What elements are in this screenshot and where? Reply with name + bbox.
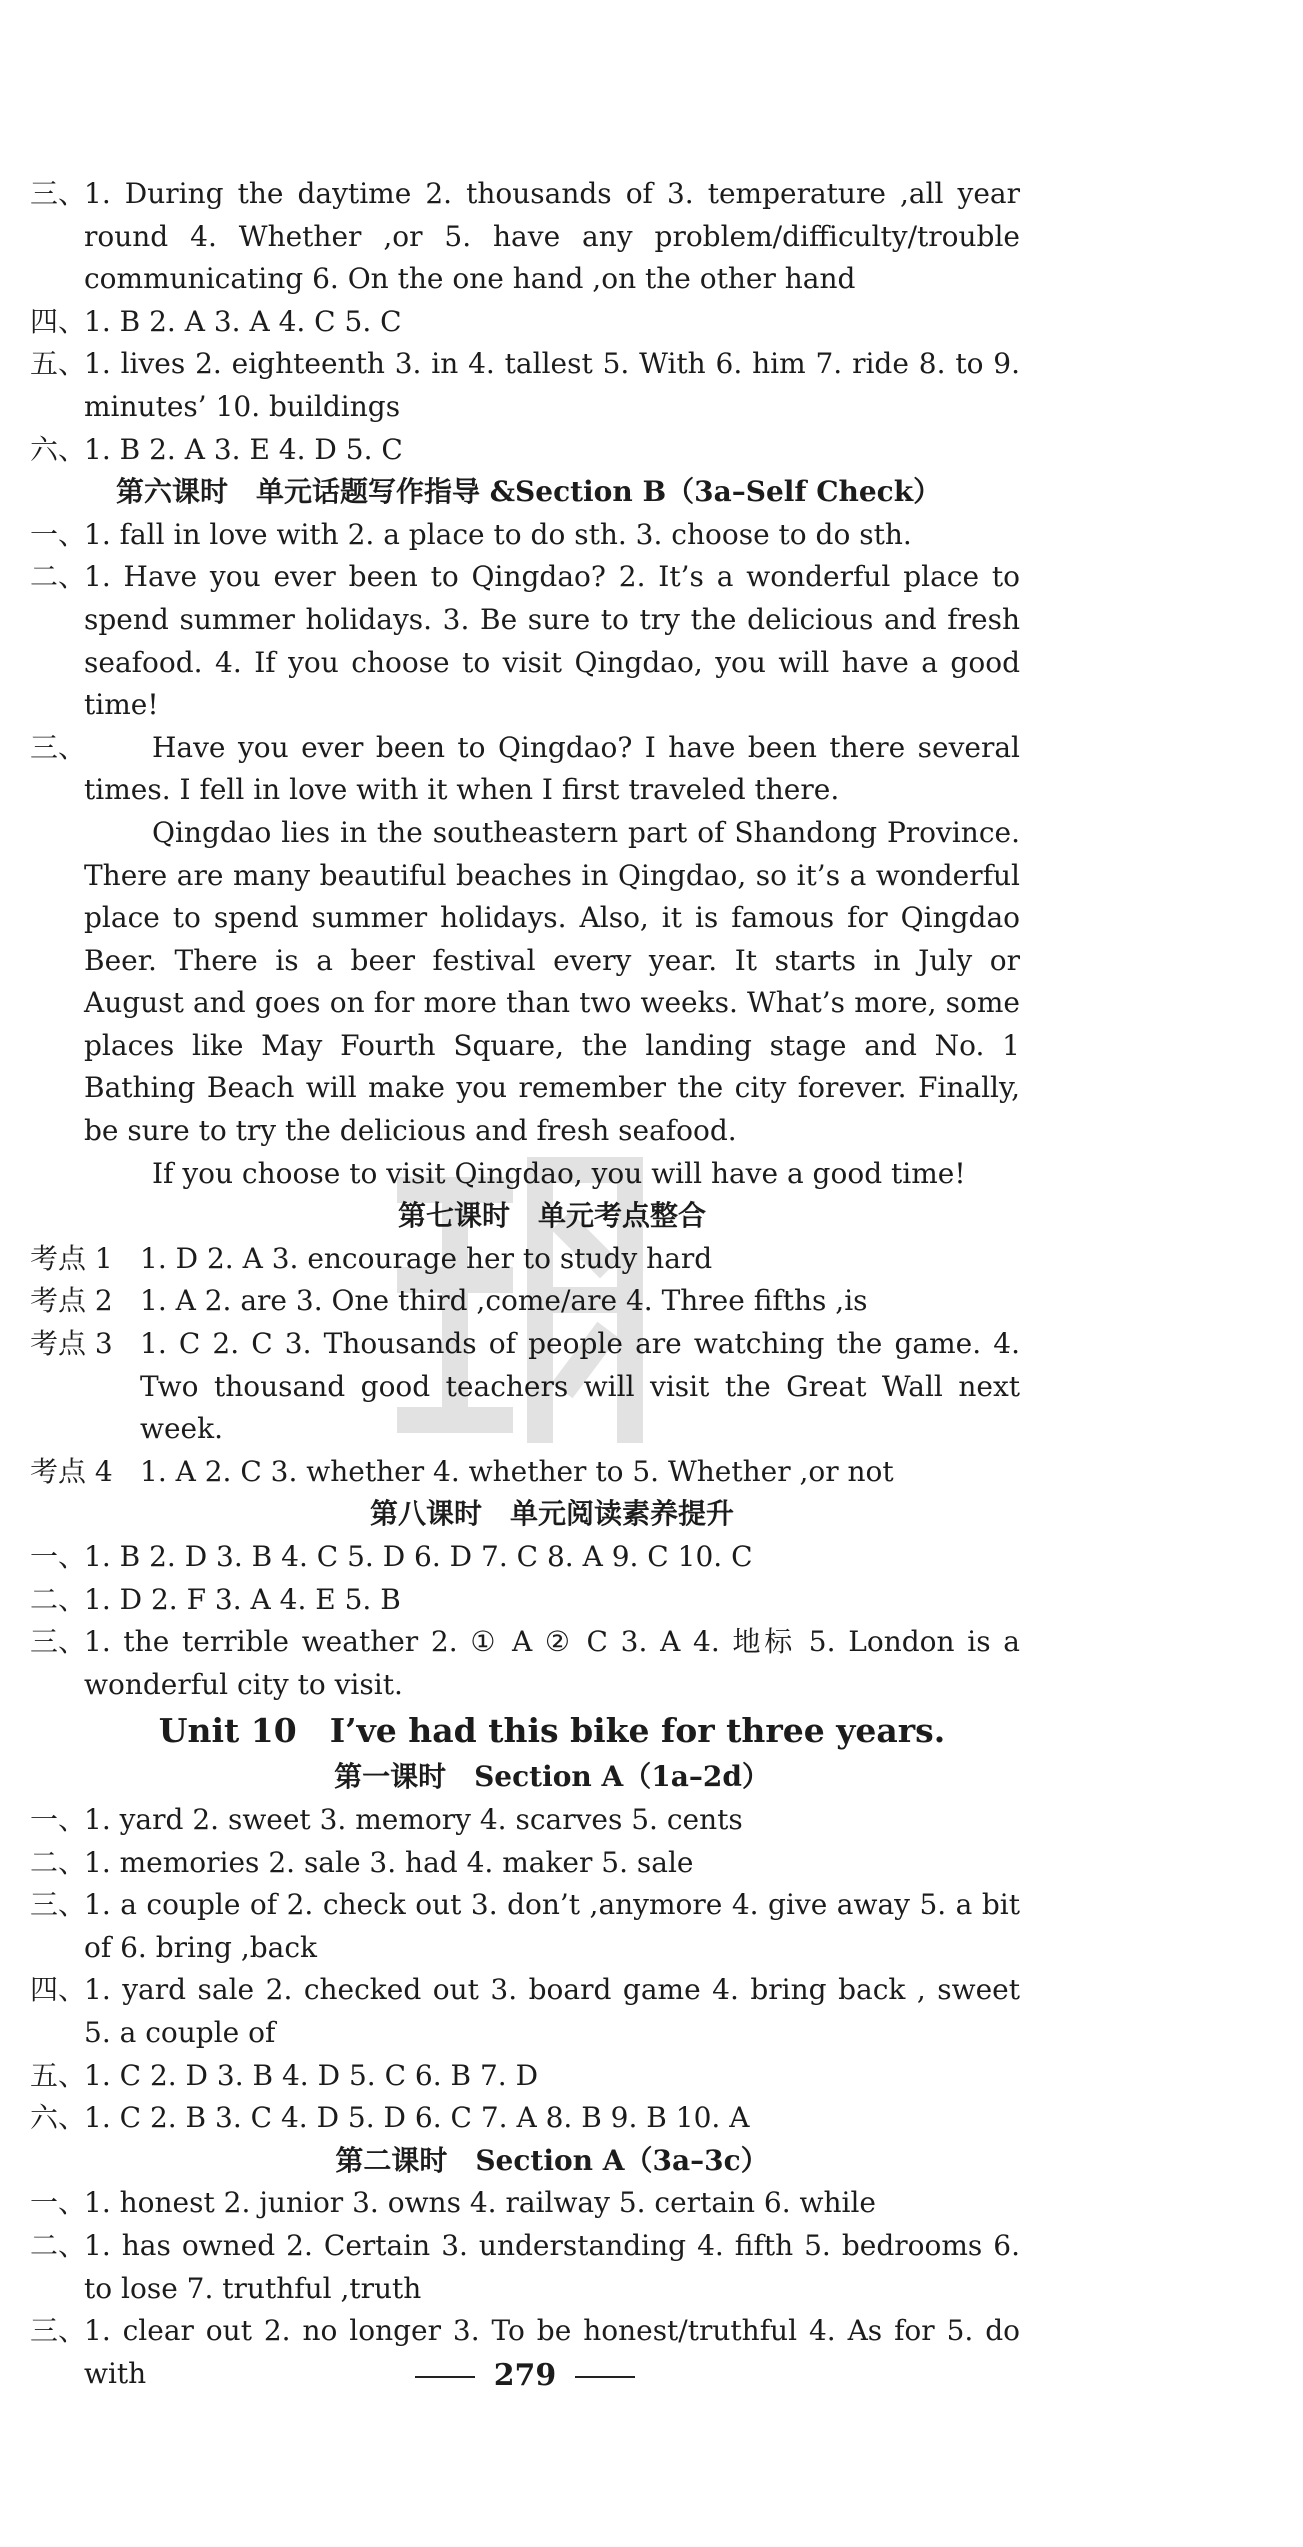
unit10-lesson1-section4	[30, 1969, 1020, 2054]
section-answers: 1. a couple of 2. check out 3. don’t ,anymore 4. give away 5. a bit of 6. bring ,back	[84, 1888, 1020, 1964]
section-answers: 1. During the daytime 2. thousands of 3. temperature ,all year round 4. Whether ,or 5. have any problem/difficulty/trouble communicating 6. On the one hand ,on the other hand	[84, 177, 1020, 296]
unit10-title: Unit 10 I’ve had this bike for three years.	[158, 1711, 946, 1751]
point-label: 考点 2	[30, 1284, 113, 1318]
page-number-text: 279	[493, 2358, 557, 2393]
lesson8-section1	[30, 1536, 1020, 1579]
section-answers: 1. C 2. D 3. B 4. D 5. C 6. B 7. D	[84, 2058, 539, 2092]
lesson5-section5	[30, 343, 1020, 428]
unit10-lesson1-title: 第一课时 Section A（1a–2d）	[334, 1760, 770, 1794]
lesson6-section3	[30, 727, 1020, 812]
lesson5-section6	[30, 429, 1020, 472]
section-label: 三、	[30, 177, 87, 210]
section-label: 三、	[30, 730, 87, 764]
section-label: 二、	[30, 560, 87, 594]
section-label: 三、	[30, 1888, 87, 1922]
lesson7-point1	[30, 1238, 1020, 1281]
section-answers: 1. B 2. D 3. B 4. C 5. D 6. D 7. C 8. A 9. C 10. C	[84, 1540, 753, 1573]
section-label: 五、	[30, 2058, 87, 2092]
lesson5-section4	[30, 301, 1020, 344]
section-label: 四、	[30, 1973, 87, 2007]
section-label: 二、	[30, 1845, 87, 1879]
section-answers: 1. Have you ever been to Qingdao? 2. It’s a wonderful place to spend summer holidays. 3. Be sure to try the delicious and fresh seafood. 4. If you choose to visit Qingdao, you will have a good time!	[84, 560, 1020, 722]
section-label: 四、	[30, 304, 87, 338]
unit10-lesson1-section5	[30, 2055, 1020, 2098]
point-answers: 1. C 2. C 3. Thousands of people are watching the game. 4. Two thousand good teachers will visit the Great Wall next week.	[140, 1327, 1020, 1446]
section-answers: 1. D 2. F 3. A 4. E 5. B	[84, 1582, 401, 1616]
lesson5-section3	[30, 173, 1020, 301]
section-answers: 1. yard sale 2. checked out 3. board game 4. bring back , sweet 5. a couple of	[84, 1973, 1020, 2049]
section-label: 六、	[30, 432, 87, 466]
essay-paragraph-1: Have you ever been to Qingdao? I have been there several times. I fell in love with it when I first traveled there.	[84, 730, 1020, 807]
lesson8-section3	[30, 1621, 1020, 1706]
lesson7-point4	[30, 1451, 1020, 1494]
section-label: 一、	[30, 1802, 87, 1836]
dash-right	[575, 2376, 635, 2378]
point-answers: 1. A 2. C 3. whether 4. whether to 5. Whether ,or not	[140, 1454, 894, 1488]
essay-paragraph-2: Qingdao lies in the southeastern part of Shandong Province. There are many beautiful beaches in Qingdao, so it’s a wonderful place to spend summer holidays. Also, it is famous for Qingdao Beer. There is a beer festival every year. It starts in July or August and goes on for more than two weeks. What’s more, some places like May Fourth Square, the landing stage and No. 1 Bathing Beach will make you remember the city forever. Finally, be sure to try the delicious and fresh seafood.	[84, 815, 1020, 1148]
section-answers: 1. lives 2. eighteenth 3. in 4. tallest 5. With 6. him 7. ride 8. to 9. minutes’ 10. buildings	[84, 347, 1020, 423]
section-answers: 1. B 2. A 3. E 4. D 5. C	[84, 432, 403, 466]
point-label: 考点 1	[30, 1241, 113, 1275]
lesson6-title: 第六课时 单元话题写作指导 &Section B（3a–Self Check）	[116, 475, 942, 509]
lesson6-section1	[30, 514, 1020, 557]
section-label: 二、	[30, 2228, 87, 2262]
section-answers: 1. C 2. B 3. C 4. D 5. D 6. C 7. A 8. B 9. B 10. A	[84, 2101, 750, 2135]
lesson8-title: 第八课时 单元阅读素养提升	[369, 1497, 734, 1531]
unit10-lesson2-section1	[30, 2182, 1020, 2225]
point-answers: 1. A 2. are 3. One third ,come/are 4. Three fifths ,is	[140, 1284, 868, 1318]
unit10-lesson1-section3	[30, 1884, 1020, 1969]
section-label: 六、	[30, 2101, 87, 2135]
page-number	[0, 2358, 1050, 2393]
section-answers: 1. honest 2. junior 3. owns 4. railway 5. certain 6. while	[84, 2186, 876, 2220]
point-label: 考点 3	[30, 1327, 113, 1361]
section-label: 一、	[30, 2186, 87, 2220]
lesson7-point2	[30, 1280, 1020, 1323]
lesson8-section2	[30, 1579, 1020, 1622]
section-label: 三、	[30, 2314, 87, 2348]
section-label: 五、	[30, 347, 87, 381]
unit10-lesson2-section2	[30, 2225, 1020, 2310]
section-answers: 1. has owned 2. Certain 3. understanding 4. fifth 5. bedrooms 6. to lose 7. truthful ,truth	[84, 2228, 1020, 2305]
section-answers: 1. fall in love with 2. a place to do sth. 3. choose to do sth.	[84, 517, 912, 551]
lesson7-title: 第七课时 单元考点整合	[397, 1199, 706, 1233]
section-label: 一、	[30, 1540, 87, 1573]
section-label: 一、	[30, 517, 87, 551]
section-answers: 1. clear out 2. no longer 3. To be honest/truthful 4. As for 5. do with	[84, 2314, 1020, 2390]
answer-key-body	[30, 173, 1020, 2395]
point-label: 考点 4	[30, 1454, 113, 1488]
section-label: 三、	[30, 1625, 87, 1659]
lesson6-section2	[30, 556, 1020, 726]
section-label: 二、	[30, 1582, 87, 1616]
section-answers: 1. yard 2. sweet 3. memory 4. scarves 5. cents	[84, 1802, 743, 1836]
unit10-lesson1-section6	[30, 2097, 1020, 2140]
section-answers: 1. B 2. A 3. A 4. C 5. C	[84, 304, 402, 338]
section-answers: 1. memories 2. sale 3. had 4. maker 5. sale	[84, 1845, 694, 1879]
point-answers: 1. D 2. A 3. encourage her to study hard	[140, 1241, 713, 1275]
unit10-lesson2-title: 第二课时 Section A（3a–3c）	[335, 2143, 769, 2177]
unit10-lesson1-section2	[30, 1842, 1020, 1885]
dash-left	[415, 2376, 475, 2378]
section-answers: 1. the terrible weather 2. ① A ② C 3. A 4. 地标 5. London is a wonderful city to visit.	[84, 1625, 1020, 1701]
lesson7-point3	[30, 1323, 1020, 1451]
essay-paragraph-3: If you choose to visit Qingdao, you will have a good time!	[152, 1156, 966, 1190]
unit10-lesson1-section1	[30, 1799, 1020, 1842]
